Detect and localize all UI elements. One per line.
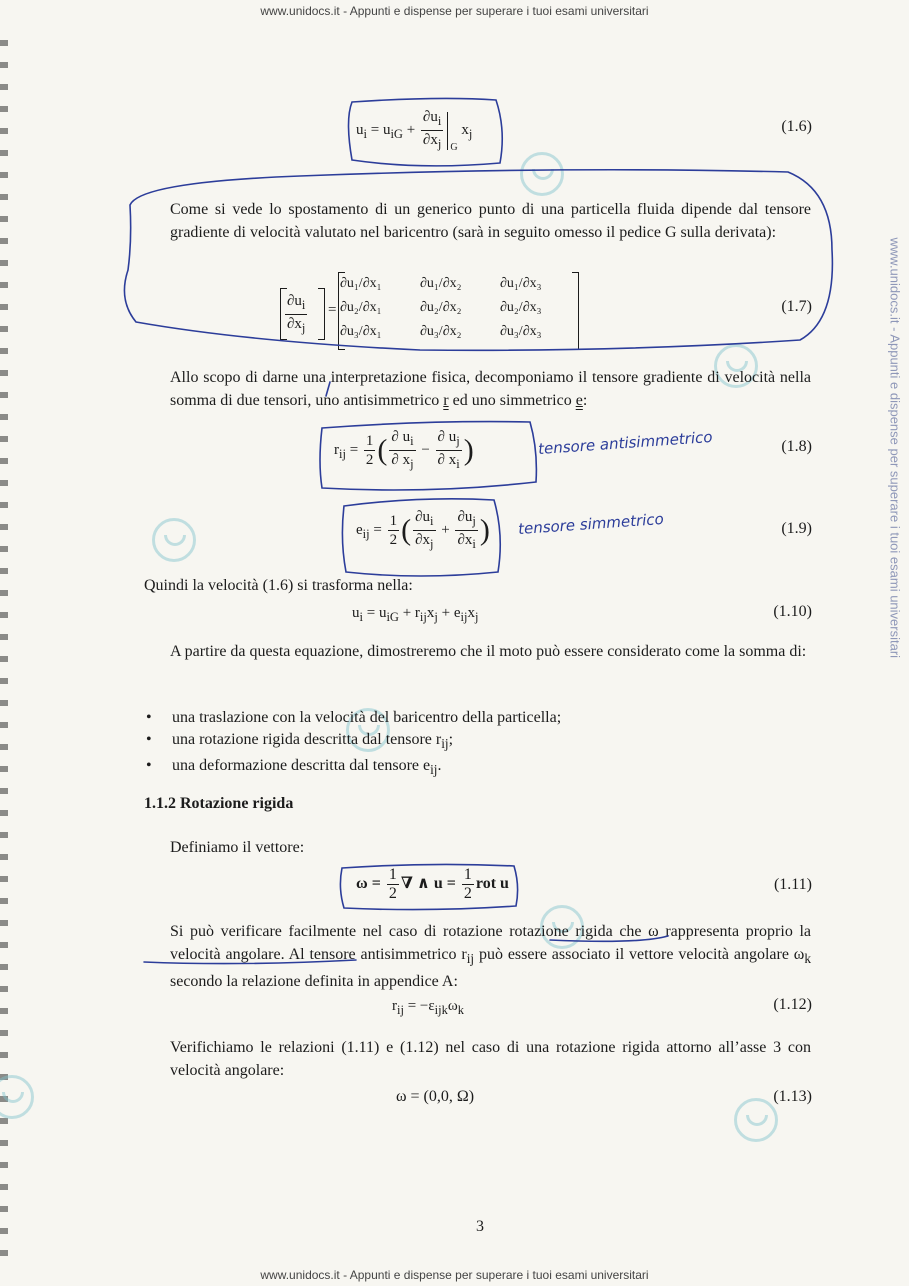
paragraph: Allo scopo di darne una interpretazione fisica, decomponiamo il tensore gradiente di velocità nella somma di due tensori, uno antisimmetrico r ed uno simmetrico e: [170,369,811,409]
paragraph: Definiamo il vettore: [170,839,305,856]
list-item: • una traslazione con la velocità del baricentro della particella; [144,707,561,729]
matrix-row: ∂u₁/∂x₁ ∂u₁/∂x₂ ∂u₁/∂x₃ [340,276,542,291]
equation-number: (1.11) [773,876,812,893]
equation-number: (1.13) [773,1088,812,1105]
unidocs-logo-icon [520,152,564,196]
section-heading: 1.1.2 Rotazione rigida [144,795,294,812]
matrix-row: ∂u₂/∂x₁ ∂u₂/∂x₂ ∂u₂/∂x₃ [340,300,542,315]
bracket-right [318,288,325,340]
page-number: 3 [476,1218,484,1235]
equation-number: (1.10) [773,603,812,620]
equation-1-10: $u_i = u_{iG} + r_{ij}x_j + e_{ij}x_j$ [352,605,479,624]
equation-1-7-lhs: $\frac{\partial u_i}{\partial x_j}$ [287,293,306,335]
equation-1-8: $r_{ij}$ = $\frac{1}{2}$ ( $\frac{\partial u_i}{\partial x_j}$ − $\frac{\partial u_j}{\partial x_i}$ ) [334,429,474,471]
paragraph: Come si vede lo spostamento di un generico punto di una particella fluida dipende dal tensore gradiente di velocità valutato nel baricentro (sarà in seguito omesso il pedice G sulla derivata): [170,201,811,241]
paragraph: Quindi la velocità (1.6) si trasforma nella: [144,577,413,594]
watermark-top: www.unidocs.it - Appunti e dispense per superare i tuoi esami universitari [260,4,649,18]
paragraph: Verifichiamo le relazioni (1.11) e (1.12) nel caso di una rotazione rigida attorno all’asse 3 con velocità angolare: [170,1039,811,1079]
equation-number: (1.7) [781,298,812,315]
equation-1-11: ω = $\frac{1}{2}$ ∇ ∧ u = $\frac{1}{2}$ rot u [356,866,509,902]
watermark-right: www.unidocs.it - Appunti e dispense per superare i tuoi esami universitari [887,237,903,659]
handwritten-note: tensore simmetrico [517,509,665,539]
matrix-row: ∂u₃/∂x₁ ∂u₃/∂x₂ ∂u₃/∂x₃ [340,324,542,339]
equation-number: (1.9) [781,520,812,537]
equation-number: (1.12) [773,996,812,1013]
equation-number: (1.6) [781,118,812,135]
watermark-bottom: www.unidocs.it - Appunti e dispense per superare i tuoi esami universitari [260,1268,649,1282]
equals-sign: = [328,302,337,318]
matrix-bracket-right [572,272,579,350]
unidocs-logo-icon [0,1075,34,1119]
equation-1-9: $e_{ij}$ = $\frac{1}{2}$ ( $\frac{\partial u_i}{\partial x_j}$ + $\frac{\partial u_j}{\partial x_i}$ ) [356,509,490,551]
paragraph: Si può verificare facilmente nel caso di rotazione rotazione rigida che ω rappresenta proprio la velocità angolare. Al tensore antisimmetrico $r_{ij}$ può essere associato il vettore velocità angolare $\omega_k$ secondo la relazione definita in appendice A: [170,923,812,991]
equation-number: (1.8) [781,438,812,455]
unidocs-logo-icon [152,518,196,562]
bracket-left [280,288,287,340]
list-item: • una deformazione descritta dal tensore $e_{ij}$. [144,755,561,781]
paragraph: A partire da questa equazione, dimostreremo che il moto può essere considerato come la somma di: [170,643,807,660]
equation-1-12: $r_{ij} = -\varepsilon_{ijk}\omega_k$ [392,998,464,1017]
equation-1-6: $u_i = u_{iG}$ + $\frac{\partial u_i}{\partial x_j}$ $_G$ $x_j$ [356,109,473,153]
equation-1-13: ω = (0,0, Ω) [396,1088,475,1105]
handwritten-note: tensore antisimmetrico [537,427,714,459]
gradient-matrix [340,272,580,344]
motion-components-list [144,707,561,781]
list-item: • una rotazione rigida descritta dal tensore $r_{ij}$; [144,729,561,755]
